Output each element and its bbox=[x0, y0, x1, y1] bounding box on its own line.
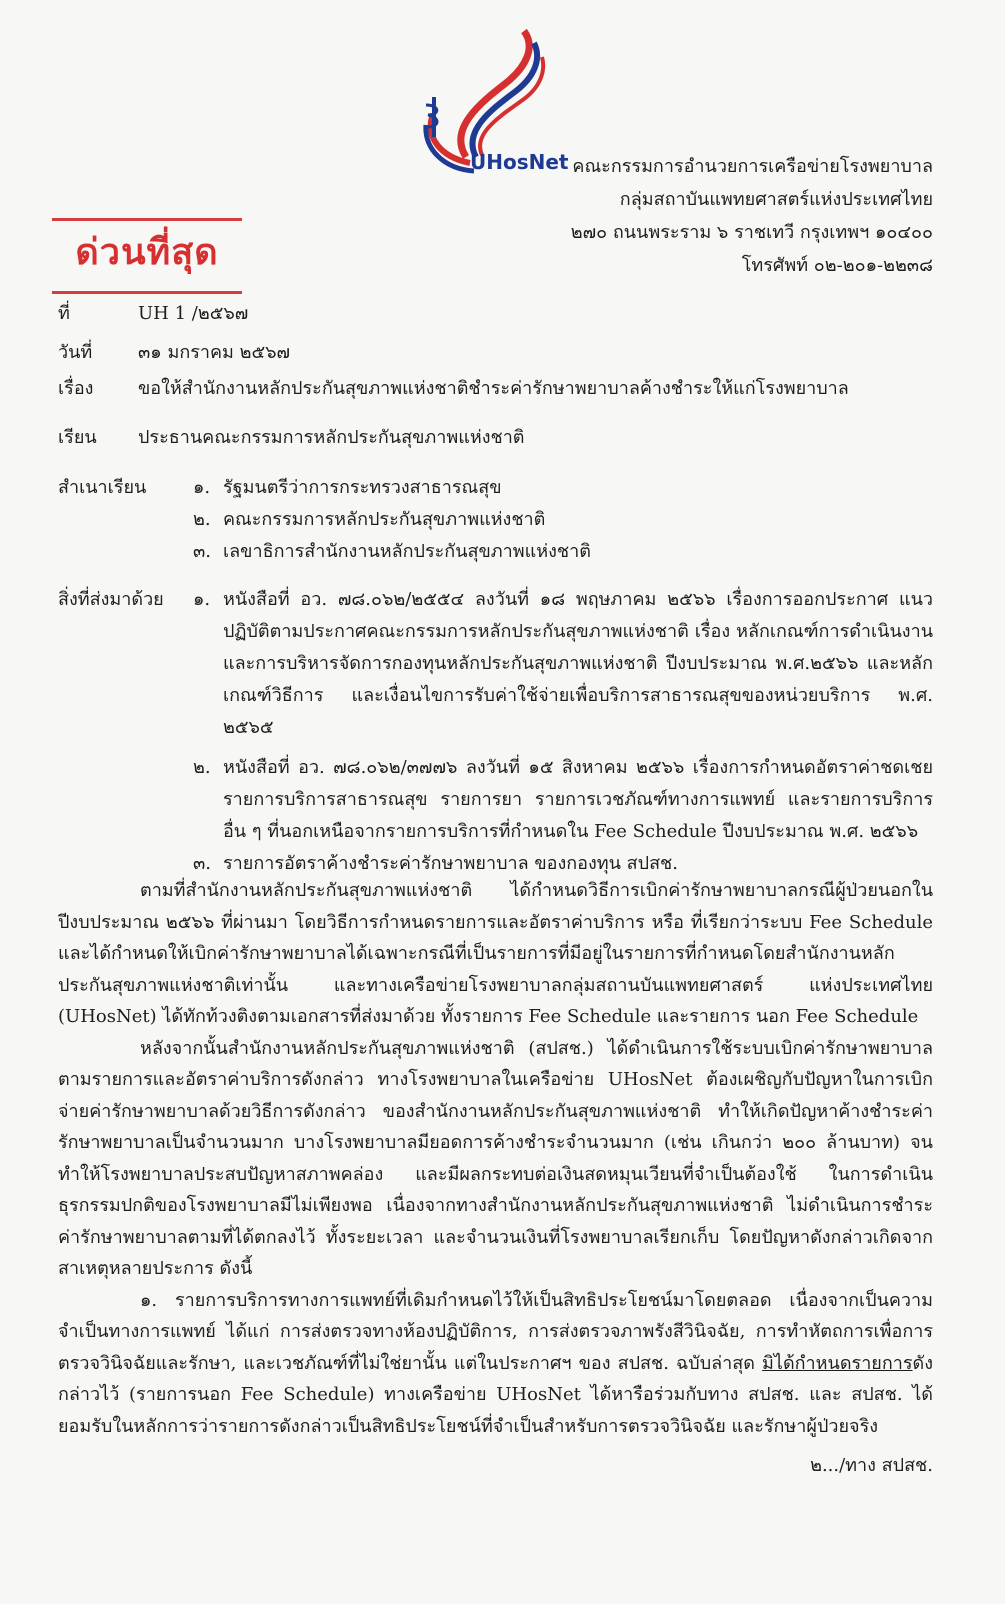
doc-subject bbox=[58, 373, 849, 405]
underlined-text: มิได้กำหนดรายการ bbox=[762, 1352, 913, 1374]
doc-recipient-value: ประธานคณะกรรมการหลักประกันสุขภาพแห่งชาติ bbox=[138, 427, 525, 448]
doc-number-label: ที่ bbox=[58, 303, 70, 324]
doc-recipient bbox=[58, 422, 525, 454]
uhosnet-logo bbox=[418, 25, 568, 185]
list-item: ๓. เลขาธิการสำนักงานหลักประกันสุขภาพแห่งชาติ bbox=[193, 541, 591, 562]
page-continuation: ๒.../ทาง สปสช. bbox=[810, 1455, 933, 1476]
letter-body bbox=[58, 875, 933, 1442]
doc-recipient-label: เรียน bbox=[58, 427, 97, 448]
doc-date-value: ๓๑ มกราคม ๒๕๖๗ bbox=[138, 342, 291, 363]
doc-number-value: UH 1 /๒๕๖๗ bbox=[138, 303, 249, 324]
list-item: ๓. รายการอัตราค้างชำระค่ารักษาพยาบาล ของกองทุน สปสช. bbox=[193, 853, 678, 874]
urgent-stamp-text: ด่วนที่สุด bbox=[75, 232, 219, 273]
svg-text:UHosNet: UHosNet bbox=[470, 150, 568, 174]
urgent-stamp bbox=[52, 218, 242, 294]
org-line: กลุ่มสถาบันแพทยศาสตร์แห่งประเทศไทย bbox=[619, 189, 933, 210]
doc-number bbox=[58, 298, 248, 330]
org-line: โทรศัพท์ ๐๒-๒๐๑-๒๒๓๘ bbox=[741, 255, 933, 276]
list-item: ๑. รัฐมนตรีว่าการกระทรวงสาธารณสุข bbox=[193, 477, 502, 498]
org-line: ๒๗๐ ถนนพระราม ๖ ราชเทวี กรุงเทพฯ ๑๐๔๐๐ bbox=[570, 222, 933, 243]
list-item: ๒. หนังสือที่ อว. ๗๘.๐๖๒/๓๗๗๖ ลงวันที่ ๑๕ สิงหาคม ๒๕๖๖ เรื่องการกำหนดอัตราค่าชดเชยรายการบริการสาธารณสุข รายการยา รายการเวชภัณฑ์ทางการแพทย์ และรายการบริการอื่น ๆ ที่นอกเหนือจากรายการบริการที่กำหนดใน Fee Schedule ปีงบประมาณ พ.ศ. ๒๕๖๖ bbox=[193, 757, 933, 842]
cc-label: สำเนาเรียน bbox=[58, 477, 147, 498]
paragraph: ๑. รายการบริการทางการแพทย์ที่เดิมกำหนดไว้ให้เป็นสิทธิประโยชน์มาโดยตลอด เนื่องจากเป็นความจำเป็นทางการแพทย์ ได้แก่ การส่งตรวจทางห้องปฏิบัติการ, การส่งตรวจภาพรังสีวินิจฉัย, การทำหัตถการเพื่อการตรวจวินิจฉัยและรักษา, และเวชภัณฑ์ที่ไม่ใช่ยานั้น แต่ในประกาศฯ ของ สปสช. ฉบับล่าสุด มิได้กำหนดรายการดังกล่าวไว้ (รายการนอก Fee Schedule) ทางเครือข่าย UHosNet ได้หารือร่วมกับทาง สปสช. และ สปสช. ได้ยอมรับในหลักการว่ารายการดังกล่าวเป็นสิทธิประโยชน์ที่จำเป็นสำหรับการตรวจวินิจฉัย และรักษาผู้ป่วยจริง bbox=[58, 1289, 933, 1437]
doc-date bbox=[58, 337, 290, 369]
logo-mark-icon bbox=[418, 25, 568, 185]
paragraph: หลังจากนั้นสำนักงานหลักประกันสุขภาพแห่งชาติ (สปสช.) ได้ดำเนินการใช้ระบบเบิกค่ารักษาพยาบาลตามรายการและอัตราค่าบริการดังกล่าว ทางโรงพยาบาลในเครือข่าย UHosNet ต้องเผชิญกับปัญหาในการเบิกจ่ายค่ารักษาพยาบาลด้วยวิธีการดังกล่าว ของสำนักงานหลักประกันสุขภาพแห่งชาติ ทำให้เกิดปัญหาค้างชำระค่ารักษาพยาบาลเป็นจำนวนมาก บางโรงพยาบาลมียอดการค้างชำระจำนวนมาก (เช่น เกินกว่า ๒๐๐ ล้านบาท) จนทำให้โรงพยาบาลประสบปัญหาสภาพคล่อง และมีผลกระทบต่อเงินสดหมุนเวียนที่จำเป็นต้องใช้ ในการดำเนินธุรกรรมปกติของโรงพยาบาลมีไม่เพียงพอ เนื่องจากทางสำนักงานหลักประกันสุขภาพแห่งชาติ ไม่ดำเนินการชำระค่ารักษาพยาบาลตามที่ได้ตกลงไว้ ทั้งระยะเวลา และจำนวนเงินที่โรงพยาบาลเรียกเก็บ โดยปัญหาดังกล่าวเกิดจากสาเหตุหลายประการ ดังนี้ bbox=[58, 1037, 933, 1279]
list-item: ๑. หนังสือที่ อว. ๗๘.๐๖๒/๒๕๕๔ ลงวันที่ ๑๘ พฤษภาคม ๒๕๖๖ เรื่องการออกประกาศ แนวปฏิบัติตามประกาศคณะกรรมการหลักประกันสุขภาพแห่งชาติ เรื่อง หลักเกณฑ์การดำเนินงาน และการบริหารจัดการกองทุนหลักประกันสุขภาพแห่งชาติ ปีงบประมาณ พ.ศ.๒๕๖๖ และหลักเกณฑ์วิธีการ และเงื่อนไขการรับค่าใช้จ่ายเพื่อบริการสาธารณสุขของหน่วยบริการ พ.ศ. ๒๕๖๕ bbox=[193, 589, 933, 738]
enclosure-label: สิ่งที่ส่งมาด้วย bbox=[58, 589, 164, 610]
doc-date-label: วันที่ bbox=[58, 342, 93, 363]
paragraph: ตามที่สำนักงานหลักประกันสุขภาพแห่งชาติ ได้กำหนดวิธีการเบิกค่ารักษาพยาบาลกรณีผู้ป่วยนอกในปีงบประมาณ ๒๕๖๖ ที่ผ่านมา โดยวิธีการกำหนดรายการและอัตราค่าบริการ หรือ ที่เรียกว่าระบบ Fee Schedule และได้กำหนดให้เบิกค่ารักษาพยาบาลได้เฉพาะกรณีที่เป็นรายการที่มีอยู่ในรายการที่กำหนดโดยสำนักงานหลักประกันสุขภาพแห่งชาติเท่านั้น และทางเครือข่ายโรงพยาบาลกลุ่มสถานบันแพทยศาสตร์ แห่งประเทศไทย (UHosNet) ได้ทักท้วงติงตามเอกสารที่ส่งมาด้วย ทั้งรายการ Fee Schedule และรายการ นอก Fee Schedule bbox=[58, 880, 933, 1027]
org-address bbox=[571, 150, 933, 282]
list-item: ๒. คณะกรรมการหลักประกันสุขภาพแห่งชาติ bbox=[193, 509, 546, 530]
org-line: คณะกรรมการอำนวยการเครือข่ายโรงพยาบาล bbox=[572, 156, 933, 177]
doc-subject-label: เรื่อง bbox=[58, 378, 94, 399]
doc-subject-value: ขอให้สำนักงานหลักประกันสุขภาพแห่งชาติชำระค่ารักษาพยาบาลค้างชำระให้แก่โรงพยาบาล bbox=[138, 378, 849, 399]
